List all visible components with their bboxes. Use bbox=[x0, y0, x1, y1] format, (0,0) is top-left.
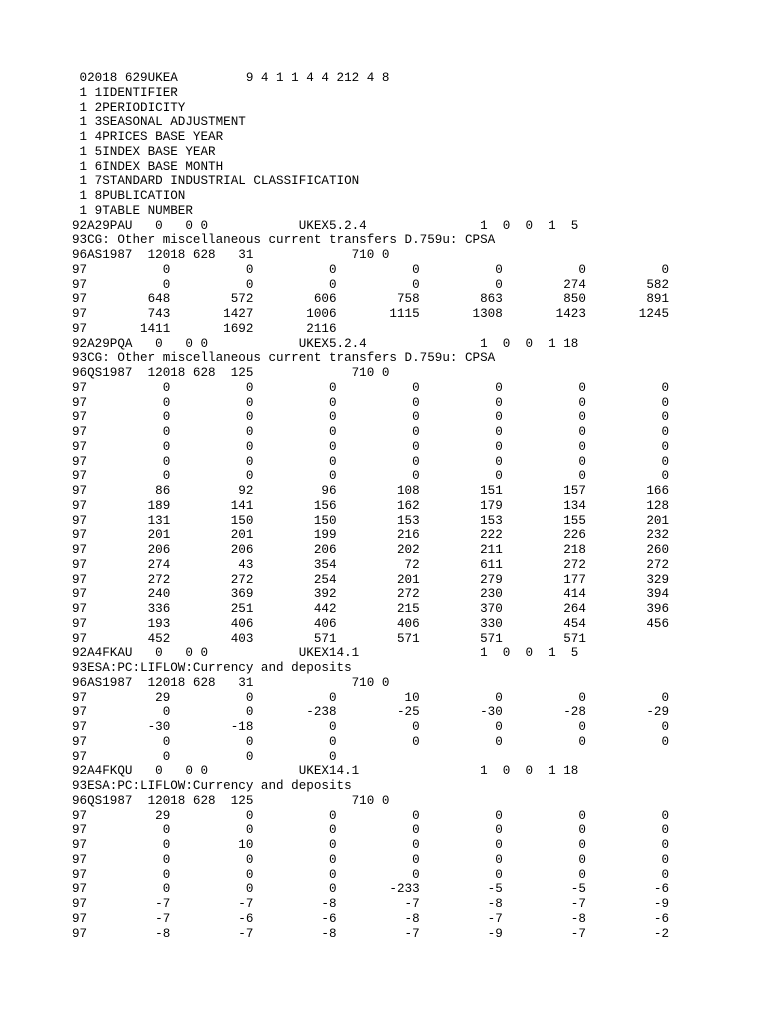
listing-line: 97 743 1427 1006 1115 1308 1423 1245 bbox=[72, 307, 670, 321]
listing-line: 97 193 406 406 406 330 454 456 bbox=[72, 616, 670, 631]
data-listing bbox=[72, 71, 762, 941]
listing-line: 97 86 92 96 108 151 157 166 bbox=[72, 484, 670, 498]
listing-line: 97 0 0 0 0 0 0 0 bbox=[72, 262, 670, 277]
listing-line: 97 0 0 0 0 0 274 582 bbox=[72, 277, 670, 292]
listing-line: 93ESA:PC:LIFLOW:Currency and deposits bbox=[72, 779, 352, 793]
listing-line: 93CG: Other miscellaneous current transfers D.759u: CPSA bbox=[72, 233, 496, 248]
listing-line: 97 272 272 254 201 279 177 329 bbox=[72, 572, 670, 587]
listing-line: 97 0 0 0 0 0 0 0 bbox=[72, 410, 670, 425]
listing-line: 1 2PERIODICITY bbox=[72, 100, 186, 115]
listing-line: 97 0 0 0 0 0 0 0 bbox=[72, 469, 670, 484]
listing-line: 97 189 141 156 162 179 134 128 bbox=[72, 498, 670, 513]
listing-line: 97 240 369 392 272 230 414 394 bbox=[72, 587, 670, 602]
listing-line: 97 -8 -7 -8 -7 -9 -7 -2 bbox=[72, 926, 670, 941]
listing-line: 1 8PUBLICATION bbox=[72, 189, 186, 203]
listing-line: 97 648 572 606 758 863 850 891 bbox=[72, 292, 670, 307]
listing-line: 97 0 0 -238 -25 -30 -28 -29 bbox=[72, 705, 670, 720]
listing-line: 97 0 10 0 0 0 0 0 bbox=[72, 838, 670, 852]
listing-line: 97 0 0 0 0 0 0 0 bbox=[72, 454, 670, 469]
listing-line: 97 201 201 199 216 222 226 232 bbox=[72, 528, 670, 543]
listing-line: 97 274 43 354 72 611 272 272 bbox=[72, 557, 670, 572]
listing-line: 96QS1987 12018 628 125 710 0 bbox=[72, 793, 390, 808]
listing-line: 93CG: Other miscellaneous current transfers D.759u: CPSA bbox=[72, 351, 496, 366]
listing-line: 97 0 0 0 0 0 0 0 bbox=[72, 395, 670, 410]
listing-line: 1 1IDENTIFIER bbox=[72, 85, 178, 100]
listing-line: 92A29PAU 0 0 0 UKEX5.2.4 1 0 0 1 5 bbox=[72, 218, 579, 233]
listing-line: 1 4PRICES BASE YEAR bbox=[72, 130, 224, 144]
listing-line: 97 0 0 0 bbox=[72, 749, 337, 764]
listing-line: 97 0 0 0 -233 -5 -5 -6 bbox=[72, 882, 670, 897]
listing-line: 97 0 0 0 0 0 0 0 bbox=[72, 439, 670, 454]
listing-line: 97 0 0 0 0 0 0 0 bbox=[72, 425, 670, 439]
listing-line: 97 452 403 571 571 571 571 bbox=[72, 631, 586, 646]
listing-line: 97 0 0 0 0 0 0 0 bbox=[72, 852, 670, 867]
listing-line: 97 0 0 0 0 0 0 0 bbox=[72, 380, 670, 395]
listing-line: 96AS1987 12018 628 31 710 0 bbox=[72, 675, 390, 690]
listing-line: 97 29 0 0 10 0 0 0 bbox=[72, 690, 670, 705]
listing-line: 92A29PQA 0 0 0 UKEX5.2.4 1 0 0 1 18 bbox=[72, 336, 579, 351]
listing-line: 1 7STANDARD INDUSTRIAL CLASSIFICATION bbox=[72, 174, 360, 189]
listing-line: 92A4FKAU 0 0 0 UKEX14.1 1 0 0 1 5 bbox=[72, 646, 579, 661]
listing-line: 97 131 150 150 153 153 155 201 bbox=[72, 513, 670, 528]
listing-line: 97 29 0 0 0 0 0 0 bbox=[72, 808, 670, 823]
listing-line: 97 -7 -7 -8 -7 -8 -7 -9 bbox=[72, 897, 670, 911]
listing-line: 1 6INDEX BASE MONTH bbox=[72, 159, 224, 174]
listing-line: 97 -30 -18 0 0 0 0 0 bbox=[72, 720, 670, 734]
listing-line: 97 0 0 0 0 0 0 0 bbox=[72, 823, 670, 838]
listing-line: 02018 629UKEA 9 4 1 1 4 4 212 4 8 bbox=[72, 71, 390, 85]
listing-line: 97 336 251 442 215 370 264 396 bbox=[72, 602, 670, 616]
listing-line: 93ESA:PC:LIFLOW:Currency and deposits bbox=[72, 661, 352, 675]
listing-line: 97 0 0 0 0 0 0 0 bbox=[72, 734, 670, 749]
listing-line: 97 0 0 0 0 0 0 0 bbox=[72, 867, 670, 882]
listing-line: 97 206 206 206 202 211 218 260 bbox=[72, 543, 670, 557]
listing-line: 1 9TABLE NUMBER bbox=[72, 203, 193, 218]
listing-line: 92A4FKQU 0 0 0 UKEX14.1 1 0 0 1 18 bbox=[72, 764, 579, 779]
listing-line: 1 3SEASONAL ADJUSTMENT bbox=[72, 115, 246, 130]
listing-line: 97 -7 -6 -6 -8 -7 -8 -6 bbox=[72, 911, 670, 926]
listing-line: 97 1411 1692 2116 bbox=[72, 321, 337, 336]
listing-line: 1 5INDEX BASE YEAR bbox=[72, 144, 216, 159]
listing-line: 96AS1987 12018 628 31 710 0 bbox=[72, 248, 390, 262]
listing-line: 96QS1987 12018 628 125 710 0 bbox=[72, 366, 390, 380]
